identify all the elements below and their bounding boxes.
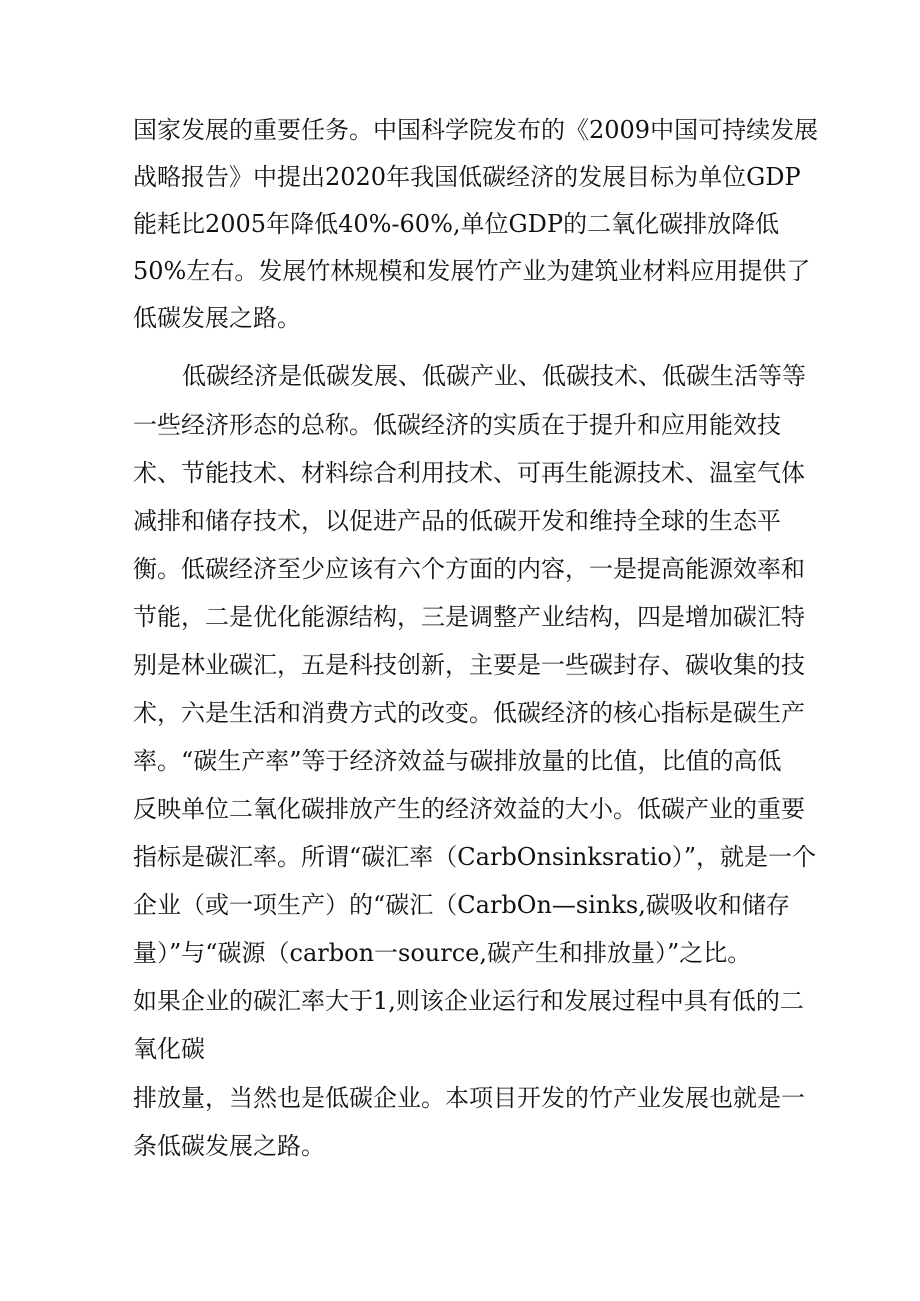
paragraph-3-line-1: 排放量，当然也是低碳企业。本项目开发的竹产业发展也就是一 (133, 1084, 805, 1112)
paragraph-1-line-3: 能耗比2005年降低40%-60%,单位GDP的二氧化碳排放降低 (133, 210, 780, 238)
paragraph-2-line-6: 节能，二是优化能源结构，三是调整产业结构，四是增加碳汇特 (133, 603, 805, 631)
paragraph-2-line-15: 氧化碳 (133, 1035, 205, 1063)
paragraph-1-line-4: 50%左右。发展竹林规模和发展竹产业为建筑业材料应用提供了 (133, 257, 811, 285)
paragraph-2-line-2: 一些经济形态的总称。低碳经济的实质在于提升和应用能效技 (133, 411, 781, 439)
paragraph-2-line-7: 别是林业碳汇，五是科技创新，主要是一些碳封存、碳收集的技 (133, 651, 805, 679)
paragraph-2-line-14: 如果企业的碳汇率大于1,则该企业运行和发展过程中具有低的二 (133, 987, 804, 1015)
paragraph-2-line-4: 减排和储存技术，以促进产品的低碳开发和维持全球的生态平 (133, 507, 781, 535)
paragraph-1-line-1: 国家发展的重要任务。中国科学院发布的《2009中国可持续发展 (133, 116, 819, 144)
paragraph-2-line-10: 反映单位二氧化碳排放产生的经济效益的大小。低碳产业的重要 (133, 795, 805, 823)
paragraph-2-line-5: 衡。低碳经济至少应该有六个方面的内容，一是提高能源效率和 (133, 555, 805, 583)
paragraph-1-line-5: 低碳发展之路。 (133, 304, 301, 332)
paragraph-2-line-11: 指标是碳汇率。所谓“碳汇率（CarbOnsinksratio）”，就是一个 (133, 843, 817, 871)
paragraph-2-line-8: 术，六是生活和消费方式的改变。低碳经济的核心指标是碳生产 (133, 699, 805, 727)
paragraph-1-line-2: 战略报告》中提出2020年我国低碳经济的发展目标为单位GDP (133, 163, 801, 191)
paragraph-2-line-1: 低碳经济是低碳发展、低碳产业、低碳技术、低碳生活等等 (182, 362, 806, 390)
paragraph-2-line-3: 术、节能技术、材料综合利用技术、可再生能源技术、温室气体 (133, 459, 805, 487)
paragraph-2-line-9: 率。“碳生产率”等于经济效益与碳排放量的比值，比值的高低 (133, 747, 782, 775)
paragraph-2-line-12: 企业（或一项生产）的“碳汇（CarbOn—sinks,碳吸收和储存 (133, 891, 790, 919)
paragraph-3-line-2: 条低碳发展之路。 (133, 1132, 325, 1160)
paragraph-2-line-13: 量）”与“碳源（carbon一source,碳产生和排放量）”之比。 (133, 939, 752, 967)
